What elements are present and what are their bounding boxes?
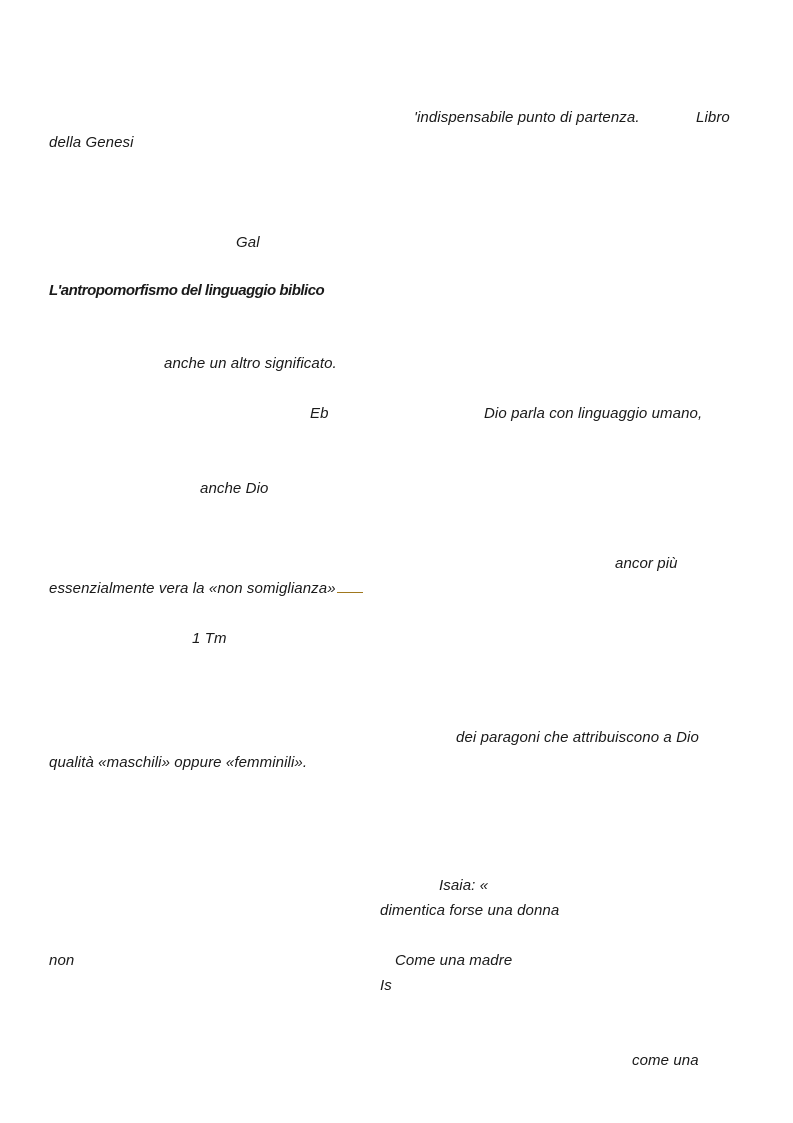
text-fragment: Libro <box>696 109 730 126</box>
text-fragment: qualità «maschili» oppure «femminili». <box>49 754 308 771</box>
text-fragment: della Genesi <box>49 134 134 151</box>
text-fragment-content: essenzialmente vera la «non somiglianza» <box>49 580 336 597</box>
text-fragment: dimentica forse una donna <box>380 902 560 919</box>
text-fragment: Is <box>380 977 392 994</box>
underline-blank <box>337 591 363 593</box>
text-fragment: 1 Tm <box>192 630 227 647</box>
text-fragment: ancor più <box>615 555 678 572</box>
text-fragment: anche un altro significato. <box>164 355 337 372</box>
text-fragment: 'indispensabile punto di partenza. <box>414 109 640 126</box>
text-fragment: Isaia: « <box>439 877 489 894</box>
text-fragment <box>49 580 363 598</box>
text-fragment: come una <box>632 1052 699 1069</box>
text-fragment: Dio parla con linguaggio umano, <box>484 405 703 422</box>
section-heading: L'antropomorfismo del linguaggio biblico <box>49 282 325 299</box>
text-fragment: Come una madre <box>395 952 513 969</box>
text-fragment: dei paragoni che attribuiscono a Dio <box>456 729 699 746</box>
text-fragment: Gal <box>236 234 260 251</box>
text-fragment: non <box>49 952 75 969</box>
text-fragment: Eb <box>310 405 329 422</box>
text-fragment: anche Dio <box>200 480 269 497</box>
